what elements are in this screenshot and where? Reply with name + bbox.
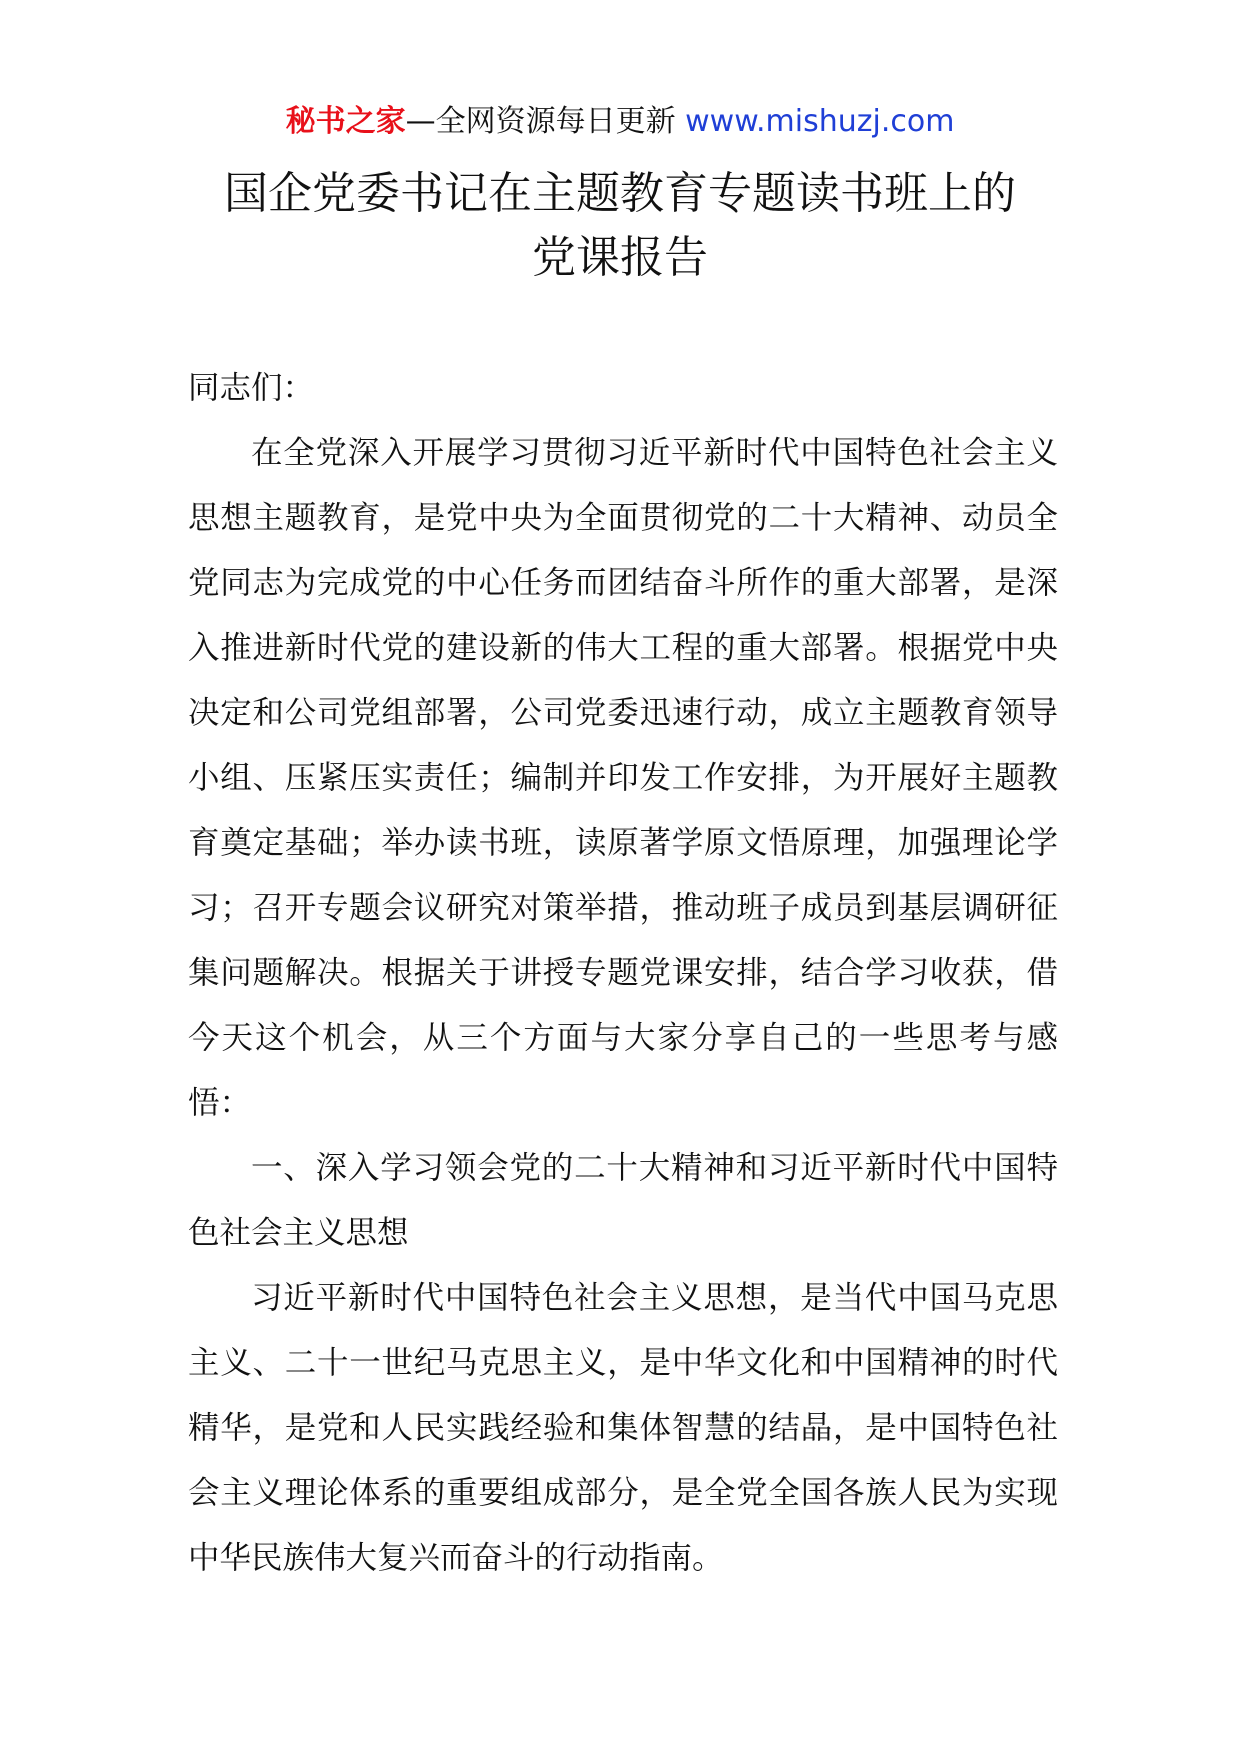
title-line-2: 党课报告 <box>532 232 708 283</box>
paragraph-section-1: 习近平新时代中国特色社会主义思想，是当代中国马克思主义、二十一世纪马克思主义，是中华文化和中国精神的时代精华，是党和人民实践经验和集体智慧的结晶，是中国特色社会主义理论体系的重要组成部分，是全党全国各族人民为实现中华民族伟大复兴而奋斗的行动指南。 <box>188 1280 1058 1576</box>
site-url-link[interactable]: www.mishuzj.com <box>685 104 955 139</box>
document-body <box>188 356 1058 1591</box>
brand-name: 秘书之家 <box>285 104 406 139</box>
paragraph-intro: 在全党深入开展学习贯彻习近平新时代中国特色社会主义思想主题教育，是党中央为全面贯彻党的二十大精神、动员全党同志为完成党的中心任务而团结奋斗所作的重大部署，是深入推进新时代党的建设新的伟大工程的重大部署。根据党中央决定和公司党组部署，公司党委迅速行动，成立主题教育领导小组、压紧压实责任；编制并印发工作安排，为开展好主题教育奠定基础；举办读书班，读原著学原文悟原理，加强理论学习；召开专题会议研究对策举措，推动班子成员到基层调研征集问题解决。根据关于讲授专题党课安排，结合学习收获，借今天这个机会，从三个方面与大家分享自己的一些思考与感悟： <box>188 435 1058 1121</box>
document-title <box>140 162 1100 290</box>
section-heading-1: 一、深入学习领会党的二十大精神和习近平新时代中国特色社会主义思想 <box>188 1150 1058 1251</box>
header-slogan: —全网资源每日更新 <box>405 104 686 139</box>
title-line-1: 国企党委书记在主题教育专题读书班上的 <box>224 168 1016 219</box>
salutation: 同志们： <box>188 370 315 406</box>
site-header <box>0 100 1240 144</box>
